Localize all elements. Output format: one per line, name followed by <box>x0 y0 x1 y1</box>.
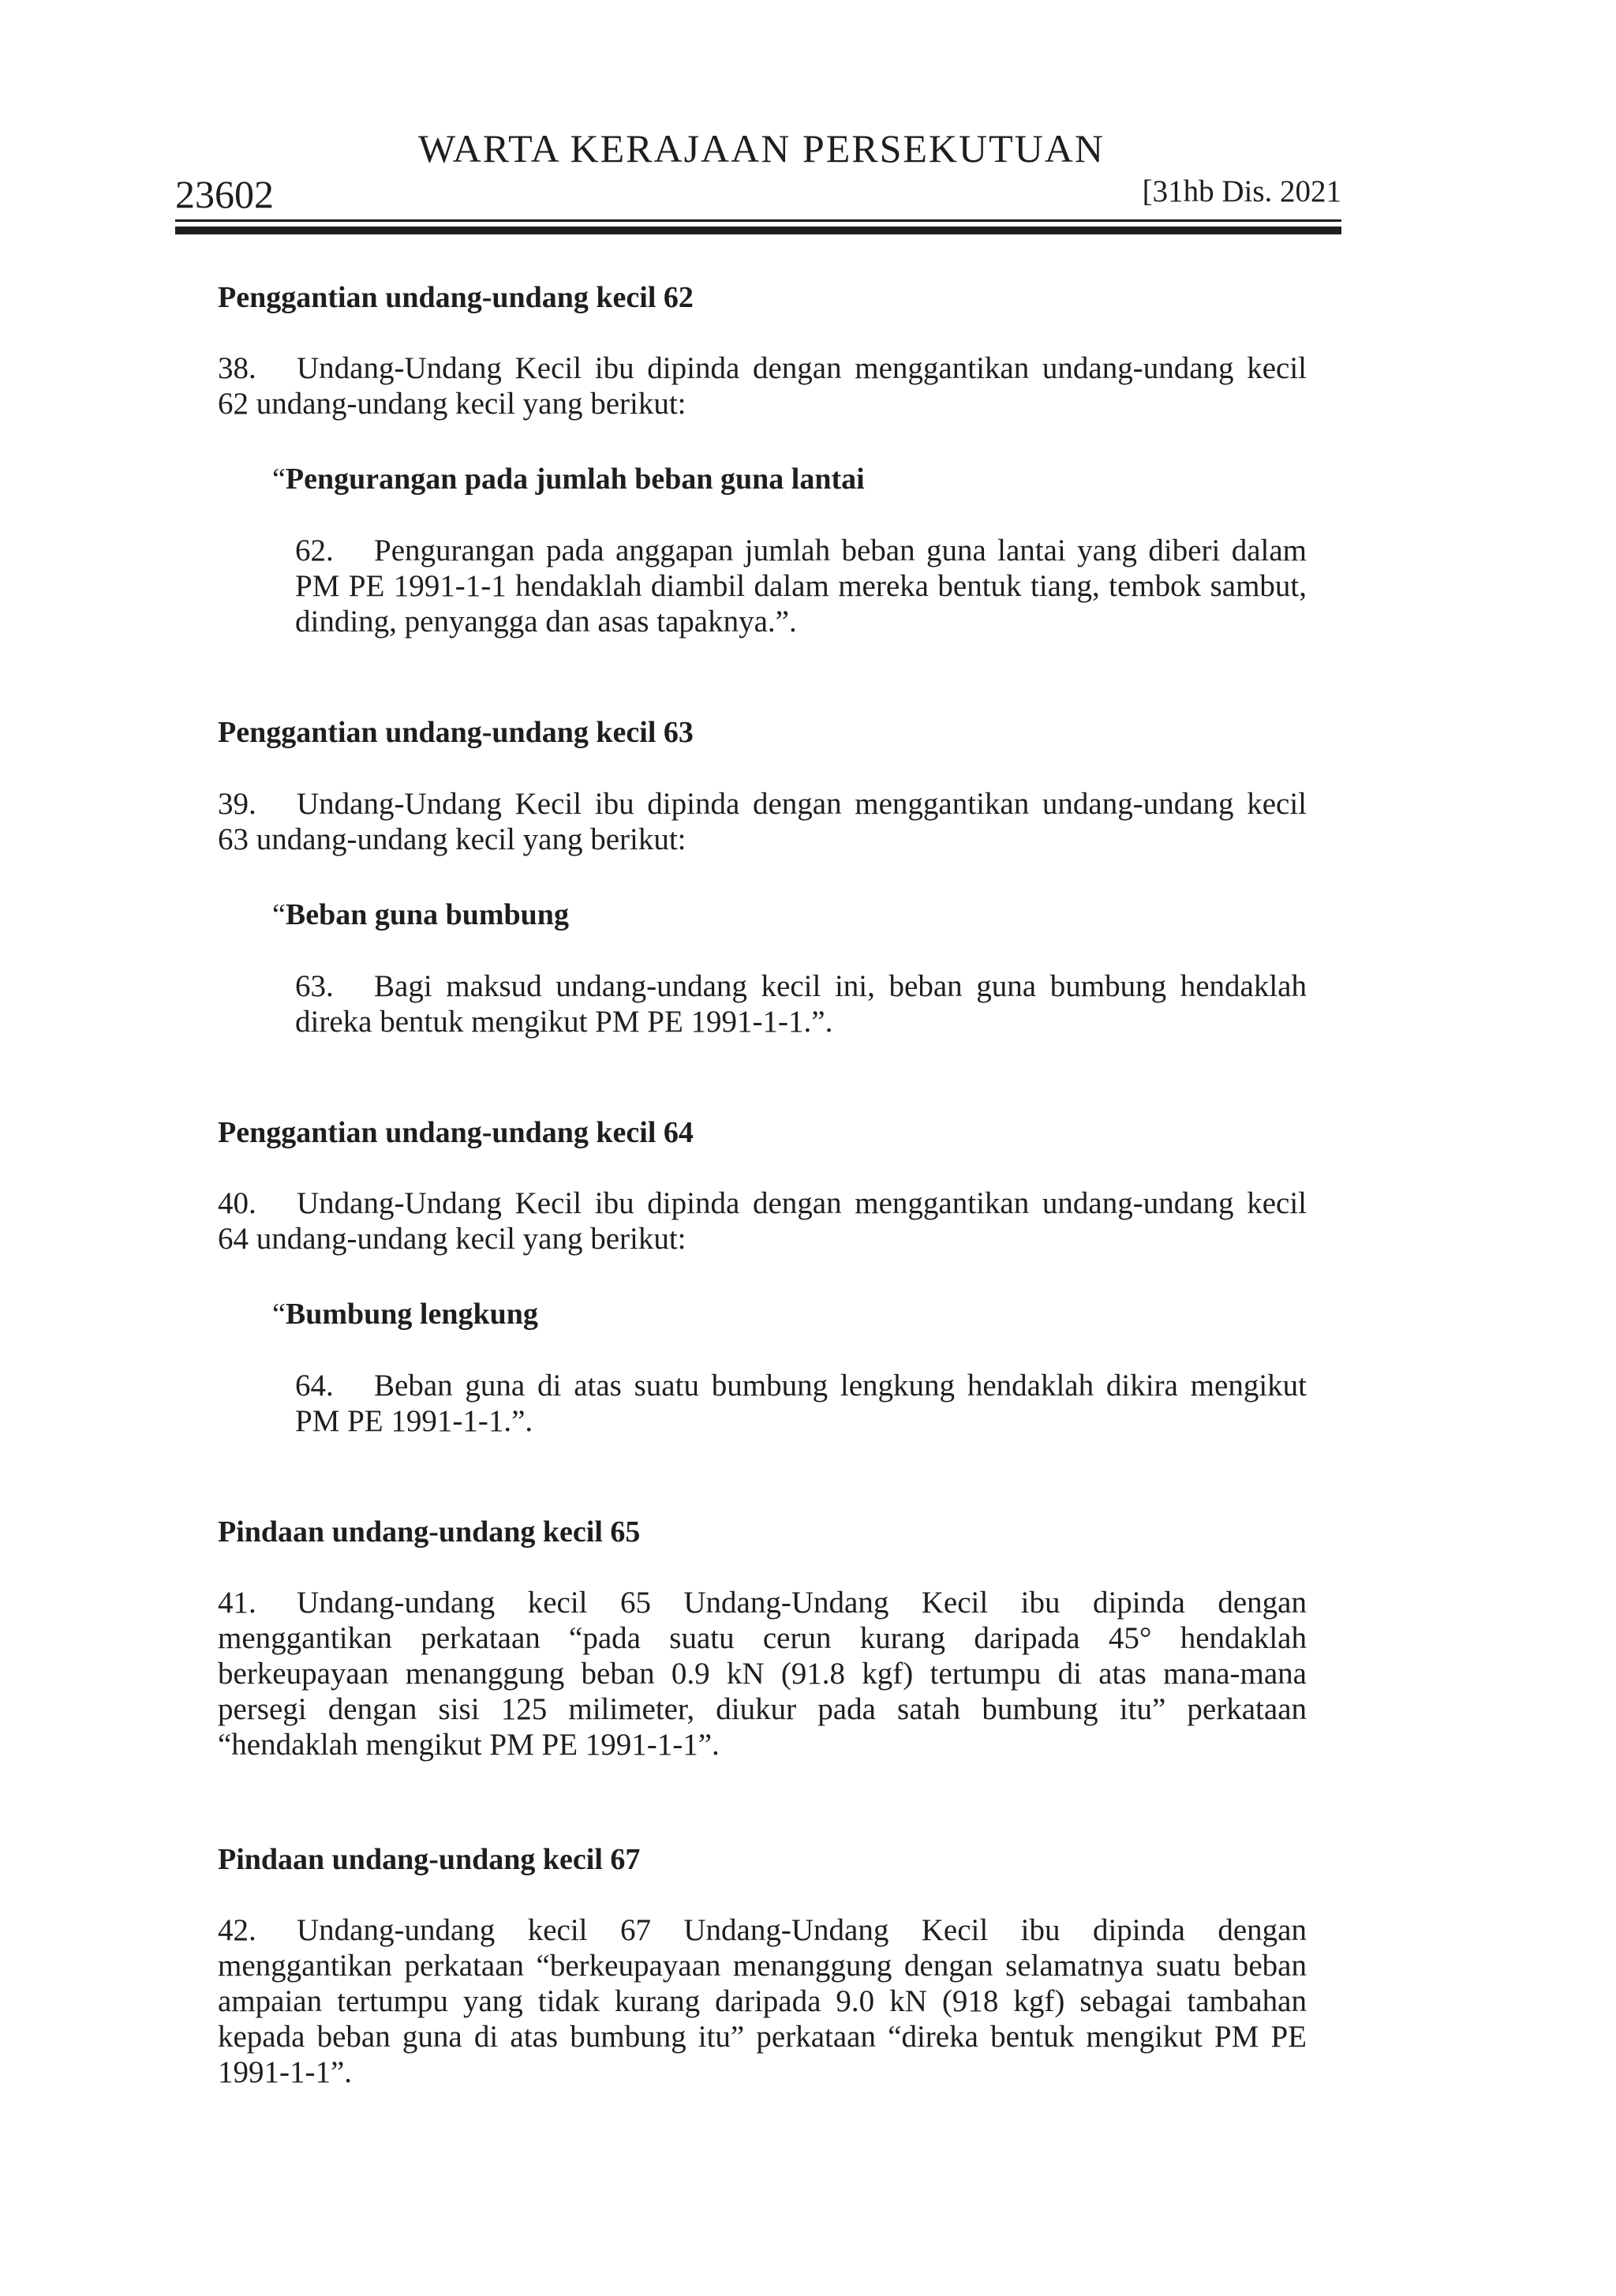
quoted-paragraph-number: 64. <box>295 1369 334 1403</box>
issue-date: [31hb Dis. 2021 <box>1142 174 1341 208</box>
section-heading: Penggantian undang-undang kecil 62 <box>218 281 694 314</box>
quoted-title <box>272 1299 538 1329</box>
page-number: 23602 <box>175 172 274 216</box>
quoted-paragraph-text: Pengurangan pada anggapan jumlah beban guna lantai yang diberi dalam PM PE 1991-1-1 hendaklah diambil dalam mereka bentuk tiang, tembok sambut, dinding, penyangga dan asas tapaknya.”. <box>295 534 1307 639</box>
quoted-title <box>272 900 569 930</box>
gazette-title: WARTA KERAJAAN PERSEKUTUAN <box>418 126 1105 170</box>
quoted-paragraph-text: Bagi maksud undang-undang kecil ini, beban guna bumbung hendaklah direka bentuk mengikut PM PE 1991-1-1.”. <box>295 969 1307 1039</box>
paragraph-number: 38. <box>218 351 256 385</box>
open-quote: “ <box>272 898 286 931</box>
section-heading: Penggantian undang-undang kecil 64 <box>218 1116 694 1149</box>
quoted-title-text: Beban guna bumbung <box>285 898 569 931</box>
quoted-title <box>272 464 865 494</box>
paragraph-number: 40. <box>218 1186 256 1220</box>
quoted-title-text: Bumbung lengkung <box>285 1298 538 1331</box>
section-paragraph <box>218 350 1307 421</box>
quoted-paragraph-number: 63. <box>295 969 334 1003</box>
paragraph-text: Undang-undang kecil 65 Undang-Undang Kecil ibu dipinda dengan menggantikan perkataan “pada suatu cerun kurang daripada 45° hendaklah berkeupayaan menanggung beban 0.9 kN (91.8 kgf) tertumpu di atas mana-mana persegi dengan sisi 125 milimeter, diukur pada satah bumbung itu” perkataan “hendaklah mengikut PM PE 1991-1-1”. <box>218 1586 1307 1762</box>
quoted-title-text: Pengurangan pada jumlah beban guna lantai <box>285 463 865 496</box>
quoted-paragraph <box>295 1368 1307 1439</box>
paragraph-number: 42. <box>218 1913 256 1947</box>
section-paragraph <box>218 1585 1307 1762</box>
section-paragraph <box>218 1185 1307 1257</box>
section-heading: Pindaan undang-undang kecil 67 <box>218 1843 641 1876</box>
paragraph-text: Undang-undang kecil 67 Undang-Undang Kecil ibu dipinda dengan menggantikan perkataan “berkeupayaan menanggung dengan selamatnya suatu beban ampaian tertumpu yang tidak kurang daripada 9.0 kN (918 kgf) sebagai tambahan kepada beban guna di atas bumbung itu” perkataan “direka bentuk mengikut PM PE 1991-1-1”. <box>218 1913 1307 2089</box>
section-paragraph <box>218 786 1307 857</box>
section-heading: Penggantian undang-undang kecil 63 <box>218 716 694 749</box>
header-rule-thin <box>175 219 1341 222</box>
open-quote: “ <box>272 463 286 496</box>
paragraph-text: Undang-Undang Kecil ibu dipinda dengan menggantikan undang-undang kecil 64 undang-undang kecil yang berikut: <box>218 1186 1307 1256</box>
header-rule-thick <box>175 227 1341 234</box>
quoted-paragraph <box>295 968 1307 1039</box>
section-paragraph <box>218 1912 1307 2090</box>
paragraph-number: 41. <box>218 1586 256 1620</box>
quoted-paragraph-number: 62. <box>295 534 334 567</box>
paragraph-text: Undang-Undang Kecil ibu dipinda dengan menggantikan undang-undang kecil 63 undang-undang kecil yang berikut: <box>218 787 1307 856</box>
section-heading: Pindaan undang-undang kecil 65 <box>218 1515 641 1549</box>
quoted-paragraph-text: Beban guna di atas suatu bumbung lengkung hendaklah dikira mengikut PM PE 1991-1-1.”. <box>295 1369 1307 1438</box>
open-quote: “ <box>272 1298 286 1331</box>
quoted-paragraph <box>295 533 1307 639</box>
paragraph-text: Undang-Undang Kecil ibu dipinda dengan menggantikan undang-undang kecil 62 undang-undang kecil yang berikut: <box>218 351 1307 421</box>
paragraph-number: 39. <box>218 787 256 821</box>
